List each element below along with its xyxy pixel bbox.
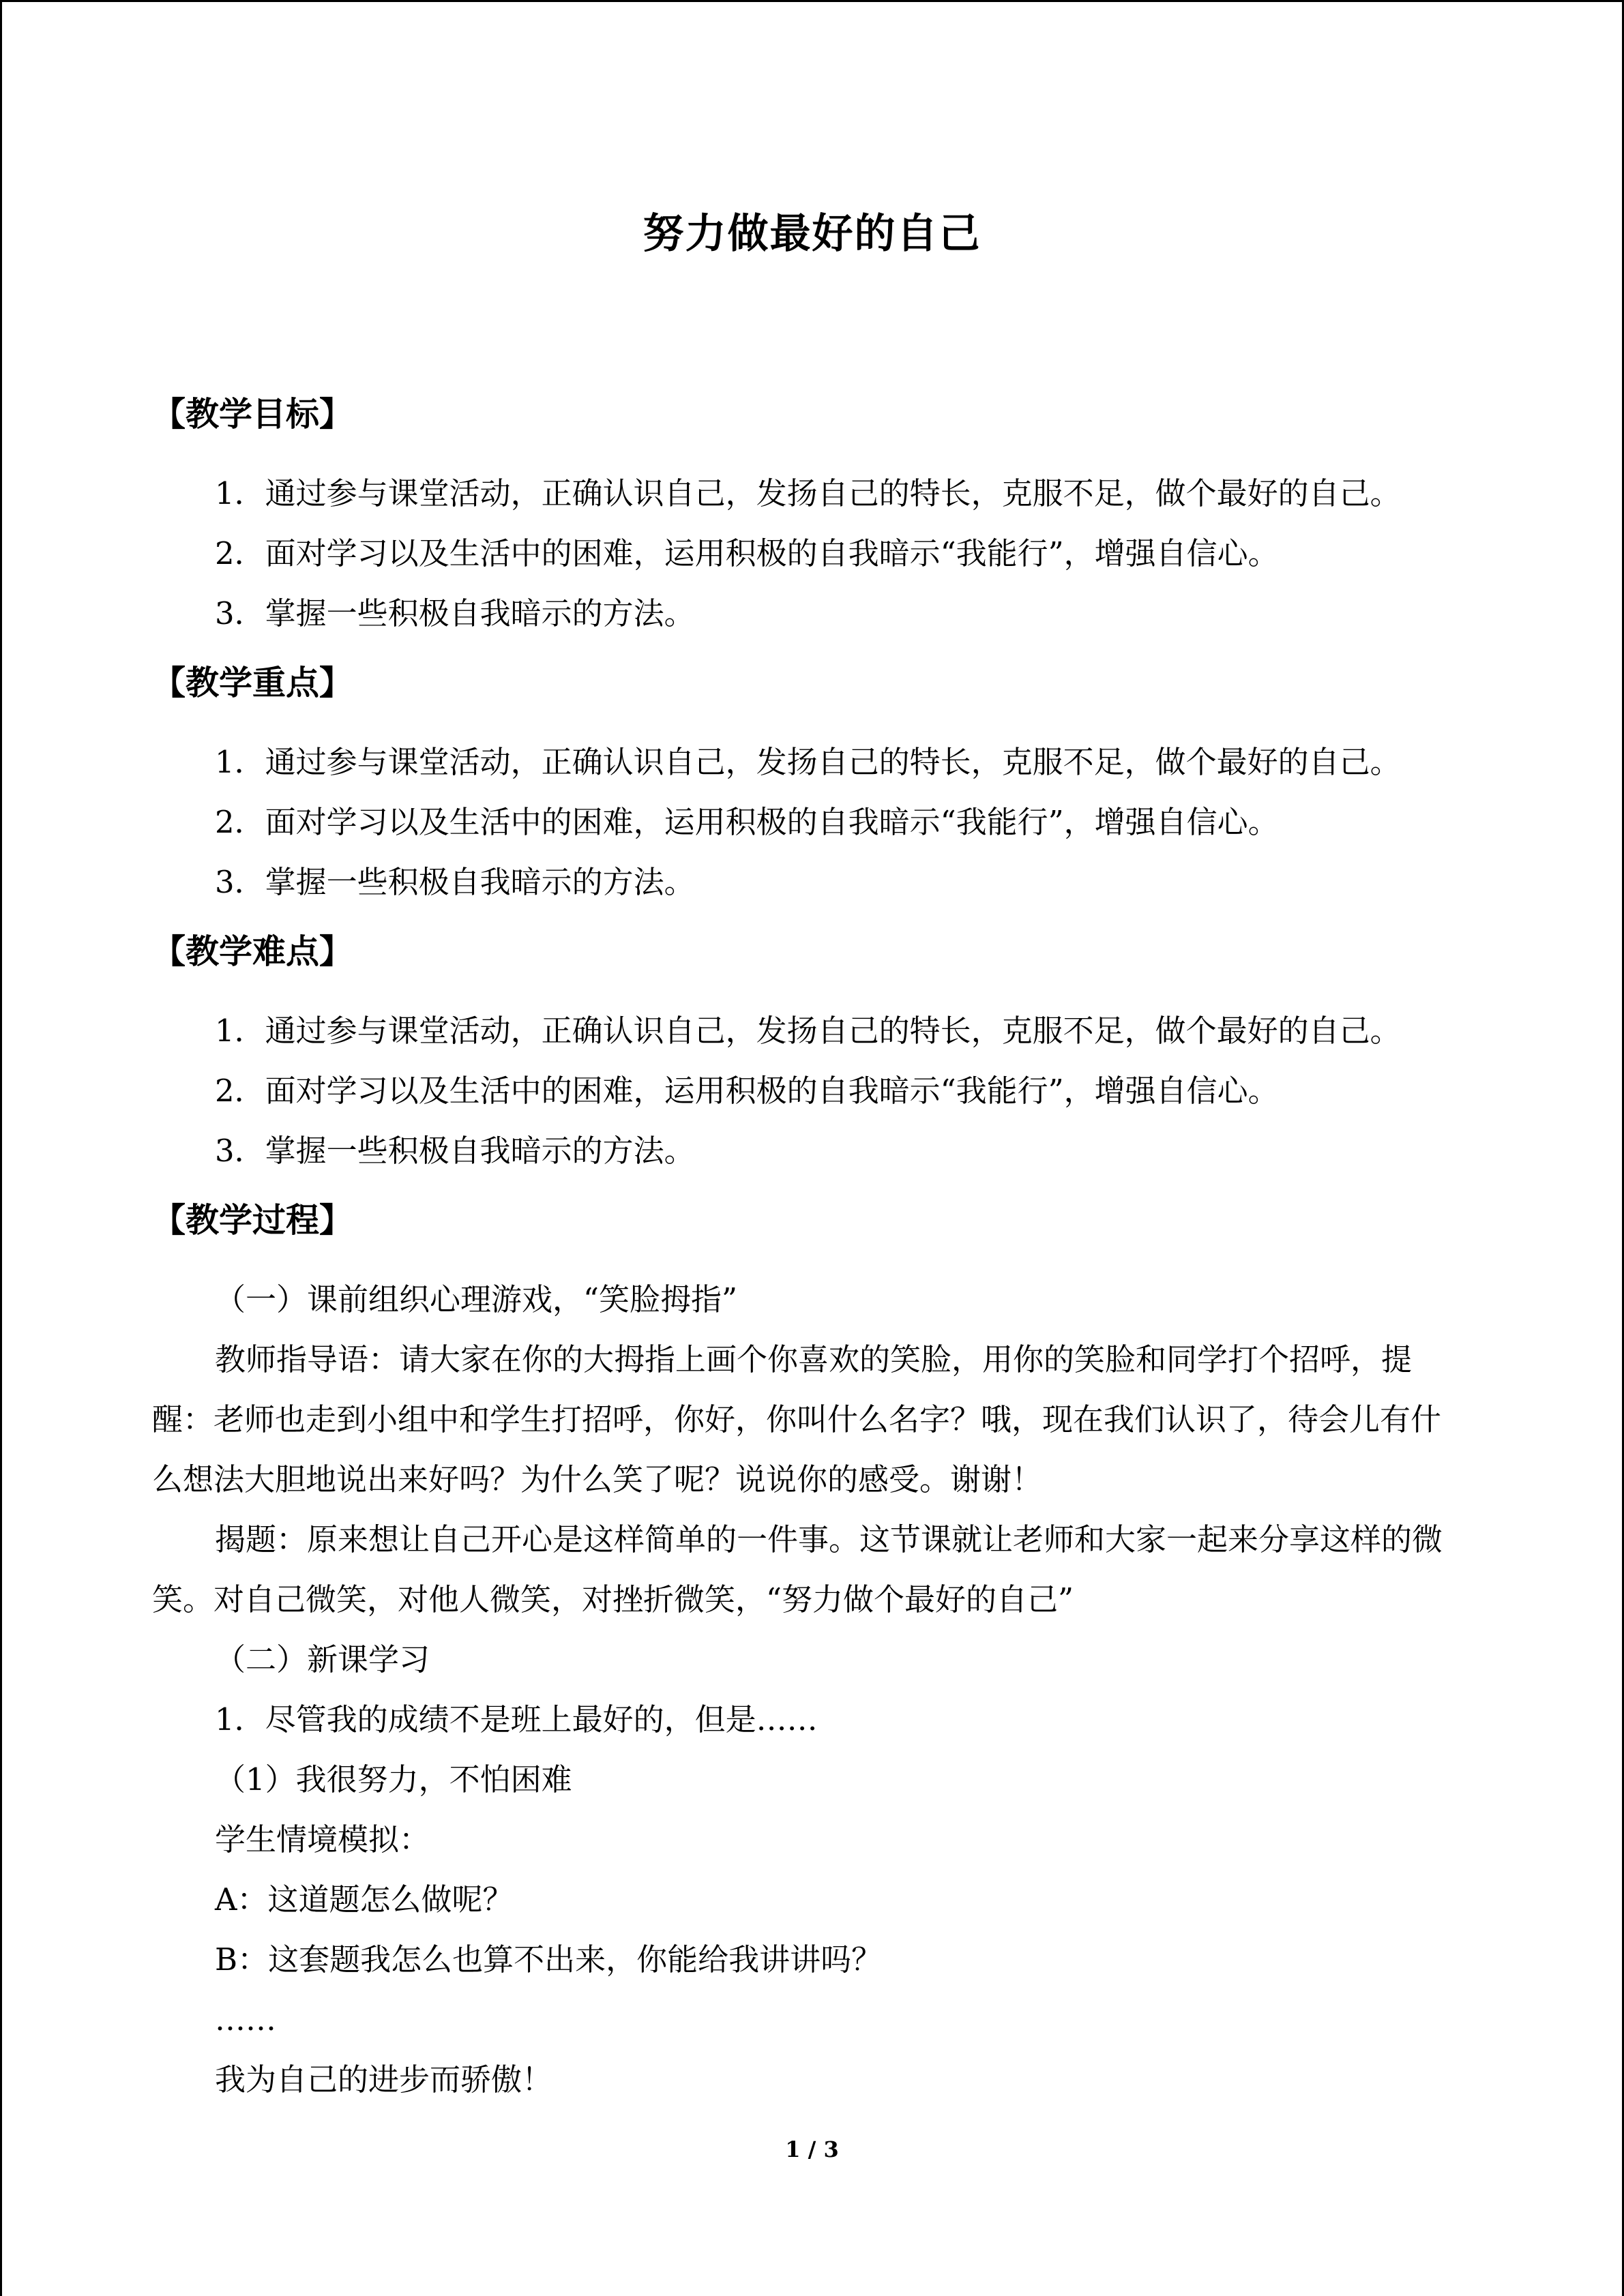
section-heading: 【教学难点】: [152, 932, 353, 971]
difficulty-list: [152, 1001, 1462, 1181]
paragraph: ……: [215, 2001, 276, 2038]
objective-list: [152, 464, 1462, 644]
page-number: 1 / 3: [785, 2136, 839, 2162]
list-item: 1．通过参与课堂活动，正确认识自己，发扬自己的特长，克服不足，做个最好的自己。: [215, 1013, 1401, 1049]
paragraph: （一）课前组织心理游戏，“笑脸拇指”: [215, 1281, 738, 1317]
document-body: [152, 387, 1462, 2110]
document-title: 努力做最好的自己: [643, 210, 981, 258]
list-item: 3．掌握一些积极自我暗示的方法。: [215, 864, 695, 900]
paragraph: （1）我很努力，不怕困难: [215, 1761, 572, 1798]
list-item: 2．面对学习以及生活中的困难，运用积极的自我暗示“我能行”，增强自信心。: [215, 535, 1279, 571]
paragraph: A：这道题怎么做呢？: [215, 1881, 514, 1918]
paragraph: （二）新课学习: [215, 1641, 430, 1678]
paragraph: 我为自己的进步而骄傲！: [215, 2061, 553, 2098]
section-teaching-difficulties: [152, 925, 1462, 1181]
paragraph: 教师指导语：请大家在你的大拇指上画个你喜欢的笑脸，用你的笑脸和同学打个招呼，提醒：老师也走到小组中和学生打招呼，你好，你叫什么名字？哦，现在我们认识了，待会儿有什么想法大胆地说出来好吗？为什么笑了呢？说说你的感受。谢谢！: [152, 1341, 1442, 1497]
paragraph: 揭题：原来想让自己开心是这样简单的一件事。这节课就让老师和大家一起来分享这样的微笑。对自己微笑，对他人微笑，对挫折微笑，“努力做个最好的自己”: [152, 1521, 1443, 1617]
list-item: 2．面对学习以及生活中的困难，运用积极的自我暗示“我能行”，增强自信心。: [215, 1073, 1279, 1109]
section-heading: 【教学重点】: [152, 664, 353, 702]
paragraph: 1．尽管我的成绩不是班上最好的，但是……: [215, 1701, 818, 1738]
section-teaching-key-points: [152, 656, 1462, 912]
list-item: 3．掌握一些积极自我暗示的方法。: [215, 1133, 695, 1169]
list-item: 1．通过参与课堂活动，正确认识自己，发扬自己的特长，克服不足，做个最好的自己。: [215, 744, 1401, 780]
paragraph: 学生情境模拟：: [215, 1821, 430, 1858]
section-teaching-process: [152, 1193, 1462, 2110]
section-teaching-objectives: [152, 387, 1462, 644]
list-item: 3．掌握一些积极自我暗示的方法。: [215, 595, 695, 631]
list-item: 2．面对学习以及生活中的困难，运用积极的自我暗示“我能行”，增强自信心。: [215, 804, 1279, 840]
paragraph: B：这套题我怎么也算不出来，你能给我讲讲吗？: [215, 1941, 883, 1978]
list-item: 1．通过参与课堂活动，正确认识自己，发扬自己的特长，克服不足，做个最好的自己。: [215, 475, 1401, 511]
key-point-list: [152, 732, 1462, 912]
section-heading: 【教学过程】: [152, 1201, 353, 1240]
section-heading: 【教学目标】: [152, 395, 353, 434]
